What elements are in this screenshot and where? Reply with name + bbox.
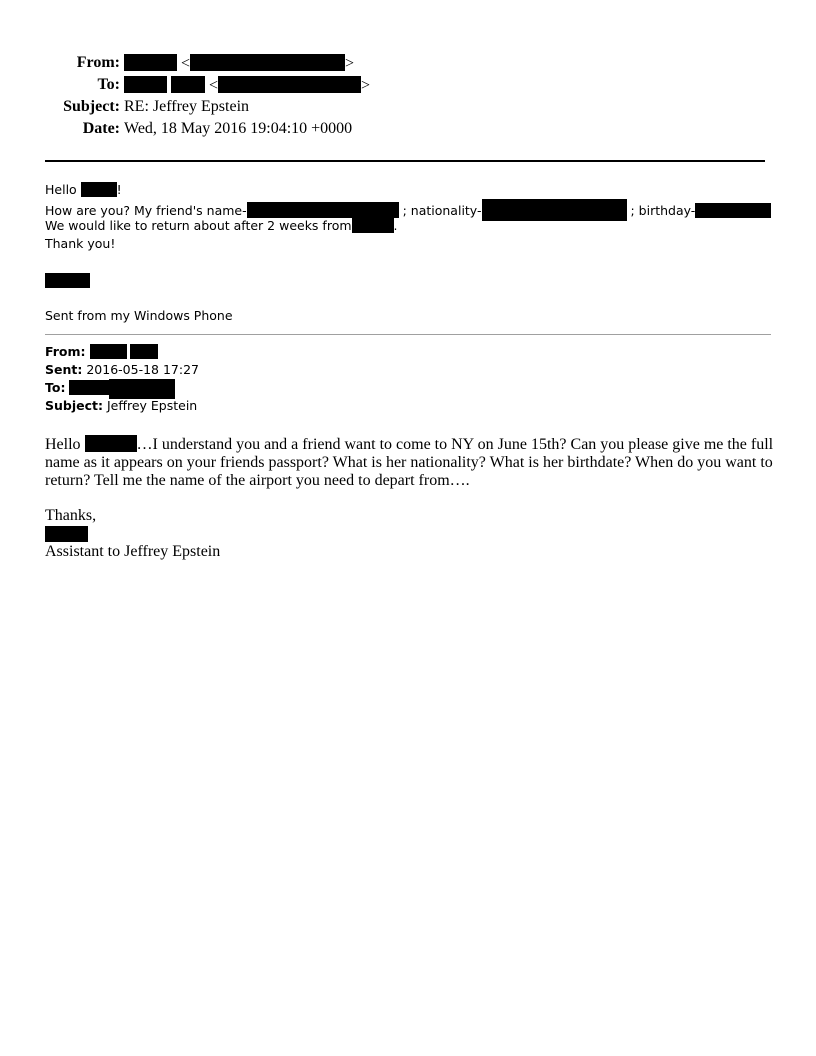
header-divider [45,160,765,162]
redaction-box [695,203,771,218]
redaction-box [190,54,345,71]
reply-line-2: We would like to return about after 2 weeks from . [45,218,398,233]
to-label: To: [97,76,120,93]
orig-to-row [45,379,175,399]
redaction-box [124,76,167,93]
header-date-row [0,120,816,140]
date-label: Date: [82,120,120,137]
orig-from-row [45,343,158,361]
orig-to-label: To: [45,380,66,395]
redaction-box [130,344,158,359]
date-value: Wed, 18 May 2016 19:04:10 +0000 [124,120,353,137]
orig-subject-label: Subject: [45,398,103,413]
redaction-box [171,76,205,93]
header-from-row [0,54,816,74]
subject-label: Subject: [63,98,120,115]
from-label: From: [76,54,120,71]
to-value: < > [124,76,370,95]
orig-subject-row [45,397,197,415]
redaction-box [69,380,109,395]
orig-subject-value: Jeffrey Epstein [106,398,198,413]
redaction-box [81,182,117,197]
orig-thanks: Thanks, [45,507,97,524]
redaction-box [247,202,399,218]
reply-line-1: How are you? My friend's name- ; nationality- ; birthday- [45,199,771,221]
reply-signature-redaction [45,273,90,288]
header-to-row [0,76,816,96]
redaction-box [109,379,175,399]
orig-signature-redaction [45,526,88,542]
header-subject-row [0,98,816,118]
redaction-box [482,199,627,221]
orig-signature-title: Assistant to Jeffrey Epstein [45,543,221,560]
quote-divider [45,334,771,335]
sent-from-line: Sent from my Windows Phone [45,308,233,323]
orig-sent-label: Sent: [45,362,83,377]
redaction-box [218,76,361,93]
from-value: < > [124,54,354,73]
reply-greeting: Hello ! [45,182,122,197]
orig-from-label: From: [45,344,86,359]
redaction-box [352,217,394,233]
orig-sent-row [45,361,199,379]
reply-thanks: Thank you! [45,236,116,251]
subject-value: RE: Jeffrey Epstein [124,98,250,115]
redaction-box [90,344,127,359]
redaction-box [124,54,177,71]
redaction-box [85,435,137,452]
orig-sent-value: 2016-05-18 17:27 [86,362,199,377]
orig-body-paragraph: Hello …I understand you and a friend want to come to NY on June 15th? Can you please give me the full name as it appears on your friends passport? What is her nationality? What is her birthdate? When do you want to return? Tell me the name of the airport you need to depart from…. [45,436,774,489]
